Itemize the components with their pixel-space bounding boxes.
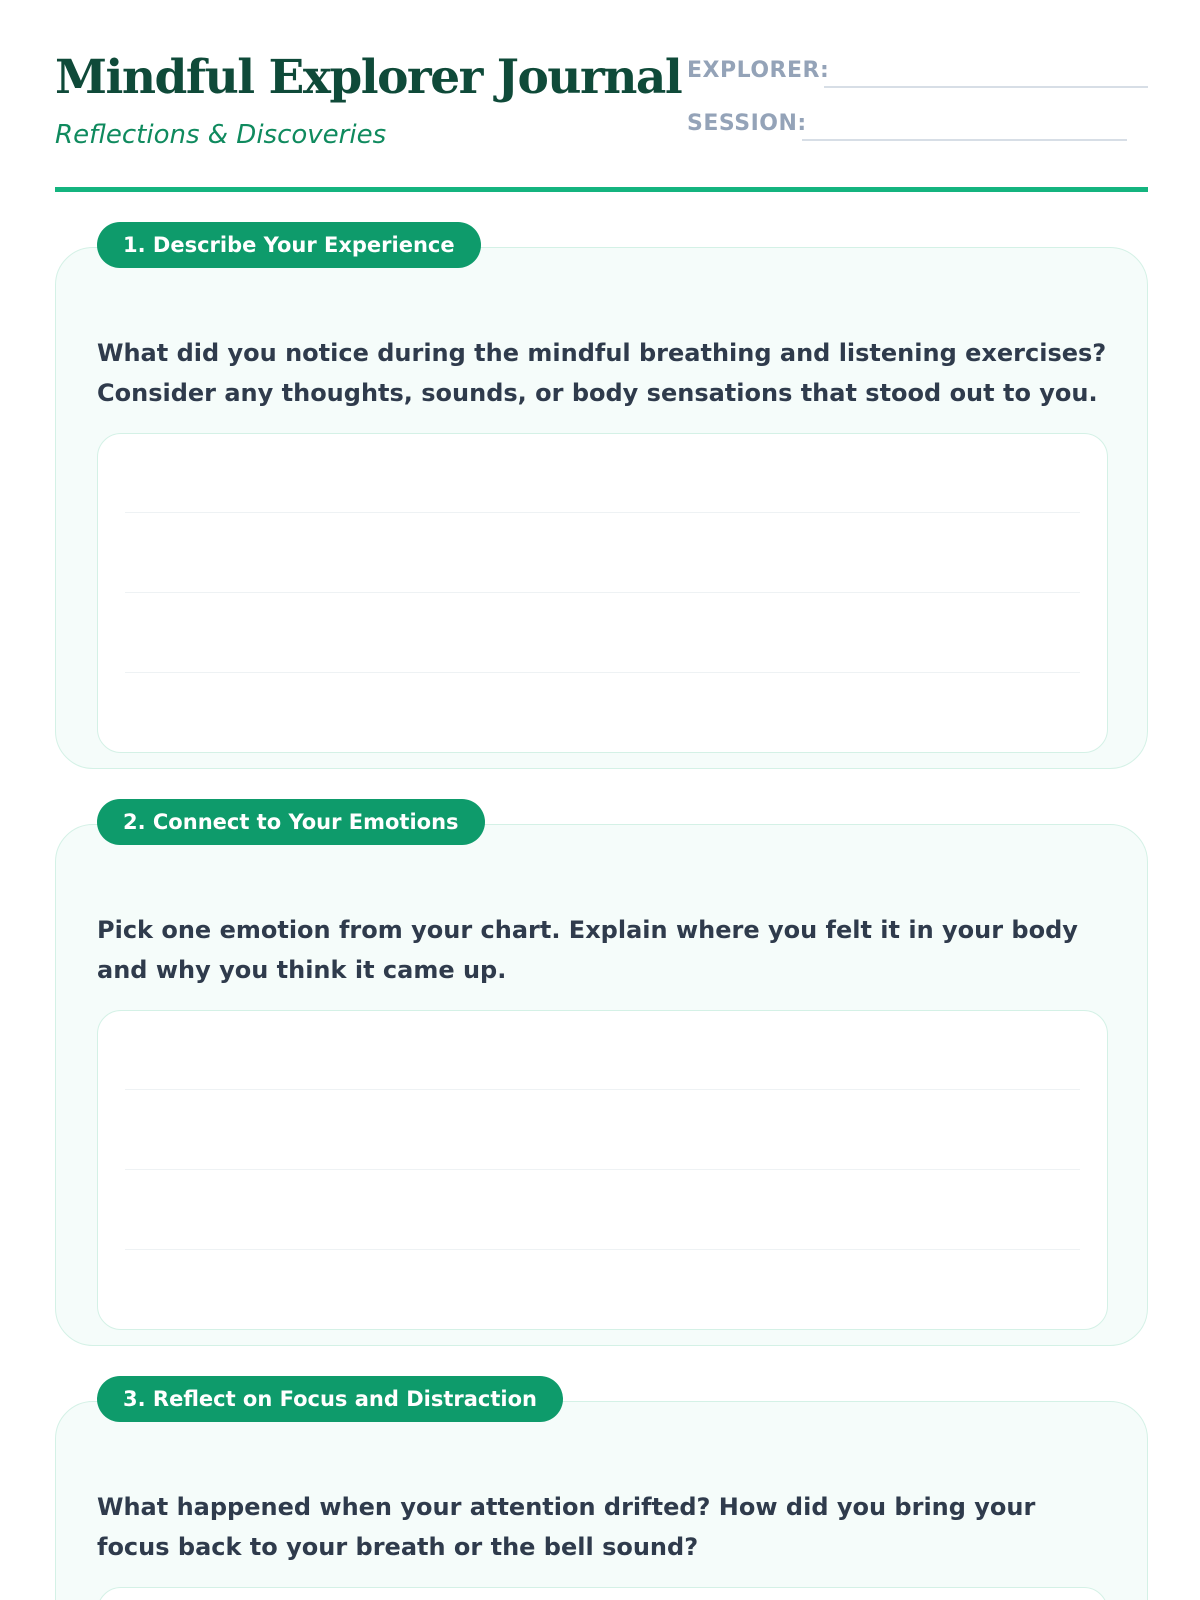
session-label: SESSION: [687, 111, 807, 136]
writing-line [125, 1169, 1080, 1170]
writing-line [125, 592, 1080, 593]
section-connect-emotions [55, 799, 1148, 1349]
section-card [55, 824, 1148, 1346]
journal-subtitle: Reflections & Discoveries [55, 120, 387, 150]
answer-area[interactable] [97, 433, 1108, 753]
section-card [55, 1401, 1148, 1600]
section-describe-experience [55, 222, 1148, 772]
answer-area[interactable] [97, 1587, 1108, 1600]
session-number-line[interactable] [802, 139, 1127, 141]
explorer-field [687, 58, 1148, 88]
section-heading: 2. Connect to Your Emotions [97, 799, 485, 845]
section-prompt: Pick one emotion from your chart. Explain where you felt it in your body and why you think it came up. [97, 916, 1078, 984]
section-heading: 1. Describe Your Experience [97, 222, 481, 268]
section-heading: 3. Reflect on Focus and Distraction [97, 1376, 563, 1422]
section-card [55, 247, 1148, 769]
answer-area[interactable] [97, 1010, 1108, 1330]
section-prompt: What happened when your attention drifted? How did you bring your focus back to your breath or the bell sound? [97, 1493, 1036, 1561]
header-divider [55, 187, 1148, 192]
journal-title: Mindful Explorer Journal [55, 50, 682, 105]
writing-line [125, 672, 1080, 673]
session-field [687, 111, 1127, 141]
section-prompt: What did you notice during the mindful breathing and listening exercises? Consider any thoughts, sounds, or body sensations that stood out to you. [97, 339, 1107, 407]
section-focus-distraction [55, 1376, 1148, 1600]
writing-line [125, 1089, 1080, 1090]
writing-line [125, 1249, 1080, 1250]
explorer-label: EXPLORER: [687, 58, 830, 83]
writing-line [125, 512, 1080, 513]
journal-header [55, 40, 1148, 188]
explorer-name-line[interactable] [824, 86, 1148, 88]
